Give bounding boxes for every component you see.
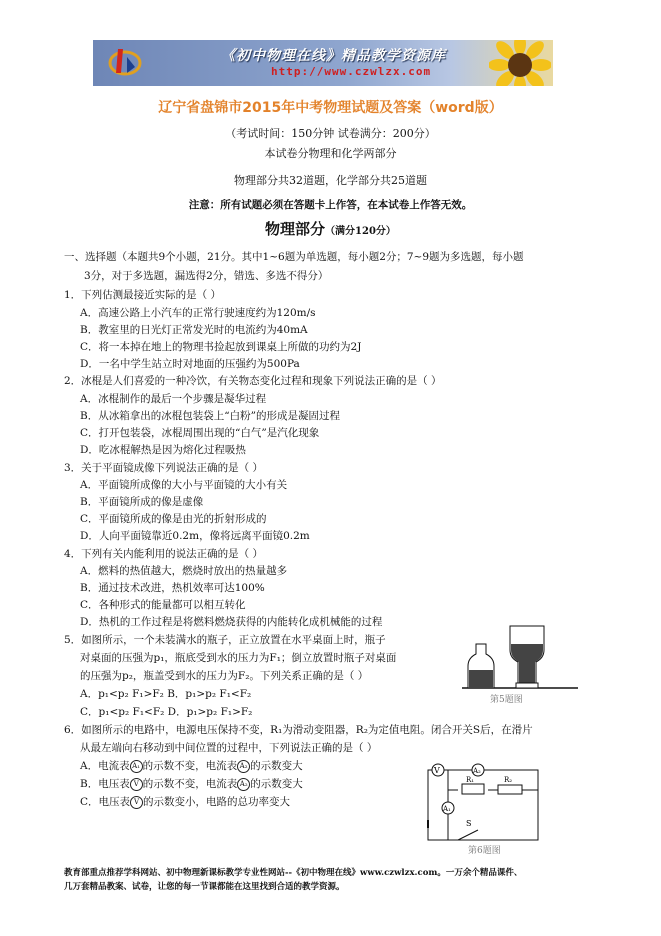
question-option: B．教室里的日光灯正常发光时的电流约为40mA — [80, 324, 308, 336]
question-counts: 物理部分共32道题，化学部分共25道题 — [234, 174, 427, 187]
exam-scope: 本试卷分物理和化学两部分 — [264, 147, 397, 160]
question-stem: 从最左端向右移动到中间位置的过程中，下列说法正确的是（ ） — [80, 742, 378, 754]
ammeter-a2-symbol: A₂ — [237, 760, 250, 773]
question-stem: 6．如图所示的电路中，电源电压保持不变，R₁为滑动变阻器，R₂为定值电阻。闭合开关S后，在滑片 — [64, 724, 533, 736]
header-banner — [93, 40, 553, 86]
ammeter-a1-label: A₁ — [443, 805, 451, 813]
figure-5-caption: 第5题图 — [490, 695, 523, 704]
ammeter-a1-symbol: A₁ — [130, 760, 143, 773]
question-option: B．平面镜所成的像是虚像 — [80, 496, 204, 508]
site-logo-icon — [107, 43, 143, 79]
question-stem: 2．冰棍是人们喜爱的一种冷饮，有关物态变化过程和现象下列说法正确的是（ ） — [64, 375, 442, 387]
question-stem: 4．下列有关内能利用的说法正确的是（ ） — [64, 548, 264, 560]
switch-label: S — [466, 819, 472, 828]
intro-line-1: 一、选择题（本题共9个小题，21分。其中1~6题为单选题，每小题2分；7~9题为多选题，每小题 — [64, 251, 524, 263]
r1-label: R₁ — [466, 776, 475, 784]
question-option: A．p₁<p₂ F₁>F₂ B．p₁>p₂ F₁<F₂ — [80, 688, 252, 700]
question-option: C．打开包装袋，冰棍周围出现的“白气”是汽化现象 — [80, 427, 320, 439]
ammeter-a2-symbol: A₂ — [237, 778, 250, 791]
footer-line-2: 几万套精品教案、试卷，让您的每一节课都能在这里找到合适的教学资源。 — [64, 882, 345, 892]
question-option: A．平面镜所成像的大小与平面镜的大小有关 — [80, 479, 288, 491]
figure-6-circuit — [418, 760, 568, 855]
banner-url[interactable]: http://www.czwlzx.com — [271, 65, 432, 78]
question-option: B．电压表 V 的示数不变，电流表 A₂ 的示数变大 — [80, 778, 303, 790]
banner-tagline: 《初中物理在线》精品教学资源库 — [221, 48, 446, 64]
question-option: D．热机的工作过程是将燃料燃烧获得的内能转化成机械能的过程 — [80, 616, 383, 628]
footer-line-1: 教育部重点推荐学科网站、初中物理新课标教学专业性网站--《初中物理在线》www.czwlzx.com。一万余个精品课件、 — [64, 868, 523, 878]
question-option: D．一名中学生站立时对地面的压强约为500Pa — [80, 358, 300, 370]
voltmeter-symbol: V — [130, 778, 143, 791]
intro-line-2: 3分，对于多选题，漏选得2分，错选、多选不得分） — [84, 270, 329, 282]
section-score: （满分120分） — [325, 226, 396, 237]
question-option: C．电压表 V 的示数变小，电路的总功率变大 — [80, 796, 291, 808]
question-option: C．将一本掉在地上的物理书捡起放到课桌上所做的功约为2J — [80, 341, 362, 353]
figure-6-caption: 第6题图 — [468, 846, 501, 855]
section-title — [0, 218, 661, 239]
question-option: A．冰棍制作的最后一个步骤是凝华过程 — [80, 393, 267, 405]
ammeter-a2-label: A₂ — [473, 767, 481, 775]
notice: 注意：所有试题必须在答题卡上作答，在本试卷上作答无效。 — [188, 199, 473, 211]
figure-5-bottles — [460, 624, 580, 704]
section-name: 物理部分 — [265, 220, 326, 238]
question-option: C．平面镜所成的像是由光的折射形成的 — [80, 513, 267, 525]
question-option: A．高速公路上小汽车的正常行驶速度约为120m/s — [80, 307, 316, 319]
question-stem: 1．下列估测最接近实际的是（ ） — [64, 289, 222, 301]
r2-label: R₂ — [504, 776, 513, 784]
question-stem: 3．关于平面镜成像下列说法正确的是（ ） — [64, 462, 264, 474]
question-option: D．吃冰棍解热是因为熔化过程吸热 — [80, 444, 246, 456]
page-title: 辽宁省盘锦市2015年中考物理试题及答案（word版） — [158, 100, 503, 116]
question-option: B．从冰箱拿出的冰棍包装袋上“白粉”的形成是凝固过程 — [80, 410, 340, 422]
voltmeter-symbol: V — [130, 796, 143, 809]
voltmeter-label: V — [434, 766, 440, 775]
question-option: A．燃料的热值越大，燃烧时放出的热量越多 — [80, 565, 288, 577]
question-stem: 的压强为p₂，瓶盖受到水的压力为F₂。下列关系正确的是（ ） — [80, 670, 369, 682]
question-stem: 5．如图所示，一个未装满水的瓶子，正立放置在水平桌面上时，瓶子 — [64, 634, 386, 646]
page-footer — [64, 866, 624, 894]
sunflower-icon — [489, 40, 551, 86]
question-option: B．通过技术改进，热机效率可达100% — [80, 582, 265, 594]
question-option: D．人向平面镜靠近0.2m，像将远离平面镜0.2m — [80, 530, 310, 542]
question-option: A．电流表 A₁ 的示数不变，电流表 A₂ 的示数变大 — [80, 760, 303, 772]
question-option: C．各种形式的能量都可以相互转化 — [80, 599, 246, 611]
exam-info: （考试时间：150分钟 试卷满分：200分） — [225, 127, 436, 140]
question-option: C．p₁<p₂ F₁<F₂ D．p₁>p₂ F₁>F₂ — [80, 706, 253, 718]
question-stem: 对桌面的压强为p₁，瓶底受到水的压力为F₁；倒立放置时瓶子对桌面 — [80, 652, 397, 664]
